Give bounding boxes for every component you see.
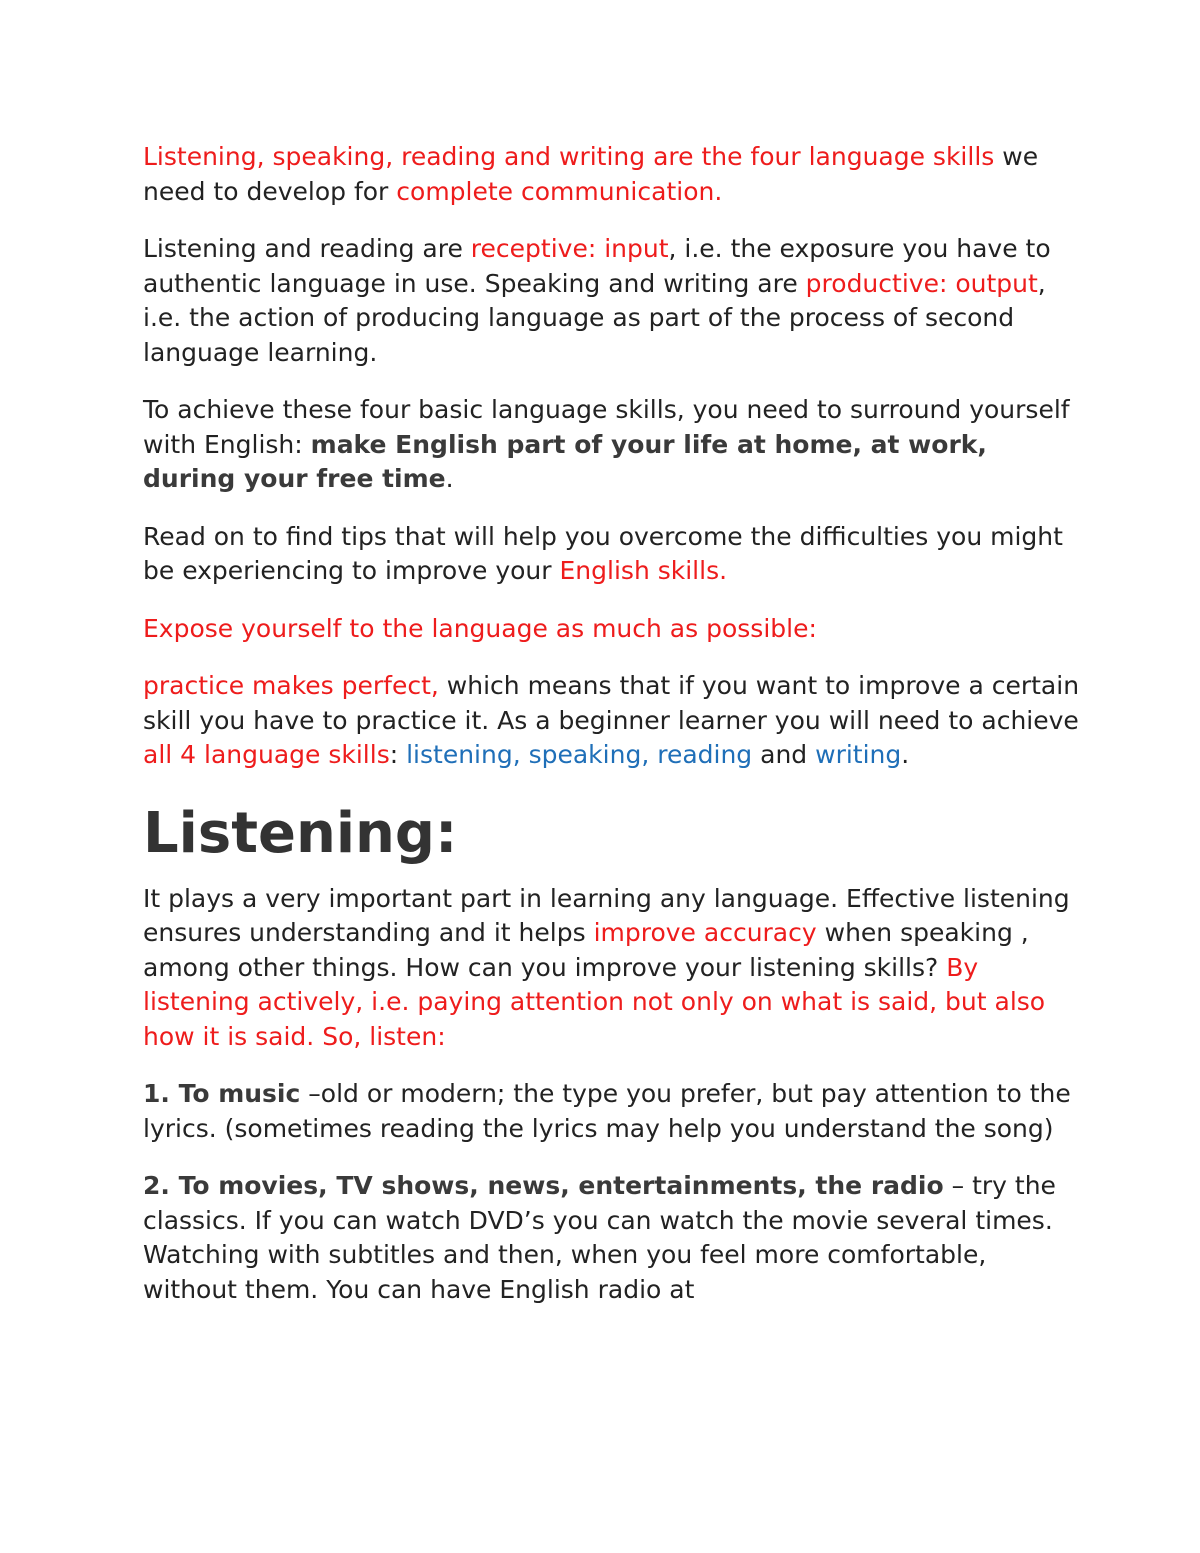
improve-accuracy-highlight: improve accuracy xyxy=(593,918,817,947)
four-skills-highlight: Listening, speaking, reading and writing are the four language skills xyxy=(143,142,995,171)
list-item-movies xyxy=(143,1169,1083,1307)
text-segment: when speaking , among other things. How can you improve your listening skills? xyxy=(143,918,1029,982)
practice-paragraph xyxy=(143,669,1083,773)
tips-paragraph xyxy=(143,520,1083,589)
text-segment: – try the classics. If you can watch DVD’s you can watch the movie several times. Watching with subtitles and then, when you feel more comfortable, without them. You can have English radio at xyxy=(143,1171,1056,1304)
skills-list-highlight: listening, speaking, reading xyxy=(406,740,753,769)
movies-item-title: 2. To movies, TV shows, news, entertainments, the radio xyxy=(143,1171,944,1200)
text-segment: , i.e. the exposure you have to authentic language in use. Speaking and writing are xyxy=(143,234,1051,298)
receptive-productive-paragraph xyxy=(143,232,1083,370)
complete-communication-highlight: complete communication. xyxy=(396,176,723,206)
music-item-title: 1. To music xyxy=(143,1079,301,1108)
text-segment: –old or modern; the type you prefer, but pay attention to the lyrics. (sometimes reading the lyrics may help you understand the song) xyxy=(143,1079,1071,1143)
text-segment: Read on to find tips that will help you overcome the difficulties you might be experiencing to improve your xyxy=(143,521,1063,585)
list-item-music xyxy=(143,1077,1083,1146)
text-segment: Listening and reading are xyxy=(143,234,471,263)
all-4-skills-highlight: all 4 language skills xyxy=(143,740,390,769)
text-segment: , i.e. the action of producing language as part of the process of second language learning. xyxy=(143,268,1046,367)
english-skills-highlight: English skills. xyxy=(559,556,728,585)
text-segment: It plays a very important part in learning any language. Effective listening ensures understanding and it helps xyxy=(143,883,1070,947)
text-segment: . xyxy=(901,740,910,769)
productive-output-highlight: productive: output xyxy=(805,268,1038,298)
text-segment: which means that if you want to improve a certain skill you have to practice it. As a beginner learner you will need to achieve xyxy=(143,671,1080,735)
listen-actively-highlight: By listening actively, i.e. paying attention not only on what is said, but also how it is said. So, listen: xyxy=(143,952,1046,1051)
listening-heading: Listening: xyxy=(143,800,458,866)
text-segment: and xyxy=(752,740,816,769)
text-segment: : xyxy=(389,740,407,769)
expose-yourself-paragraph: Expose yourself to the language as much as possible: xyxy=(143,613,817,643)
practice-makes-perfect-highlight: practice makes perfect, xyxy=(143,671,439,700)
document-page xyxy=(143,140,1083,1330)
listening-intro-paragraph xyxy=(143,882,1083,1055)
text-segment: To achieve these four basic language skills, you need to surround yourself with English: xyxy=(143,395,1070,459)
intro-paragraph xyxy=(143,140,1083,209)
text-segment: . xyxy=(445,464,454,493)
receptive-input-highlight: receptive: input xyxy=(470,234,669,263)
surround-english-paragraph xyxy=(143,393,1083,497)
writing-highlight: writing xyxy=(815,740,902,769)
english-part-of-life-bold: make English part of your life at home, at work, during your free time xyxy=(143,429,987,493)
intro-text: we need to develop for xyxy=(143,142,1039,206)
